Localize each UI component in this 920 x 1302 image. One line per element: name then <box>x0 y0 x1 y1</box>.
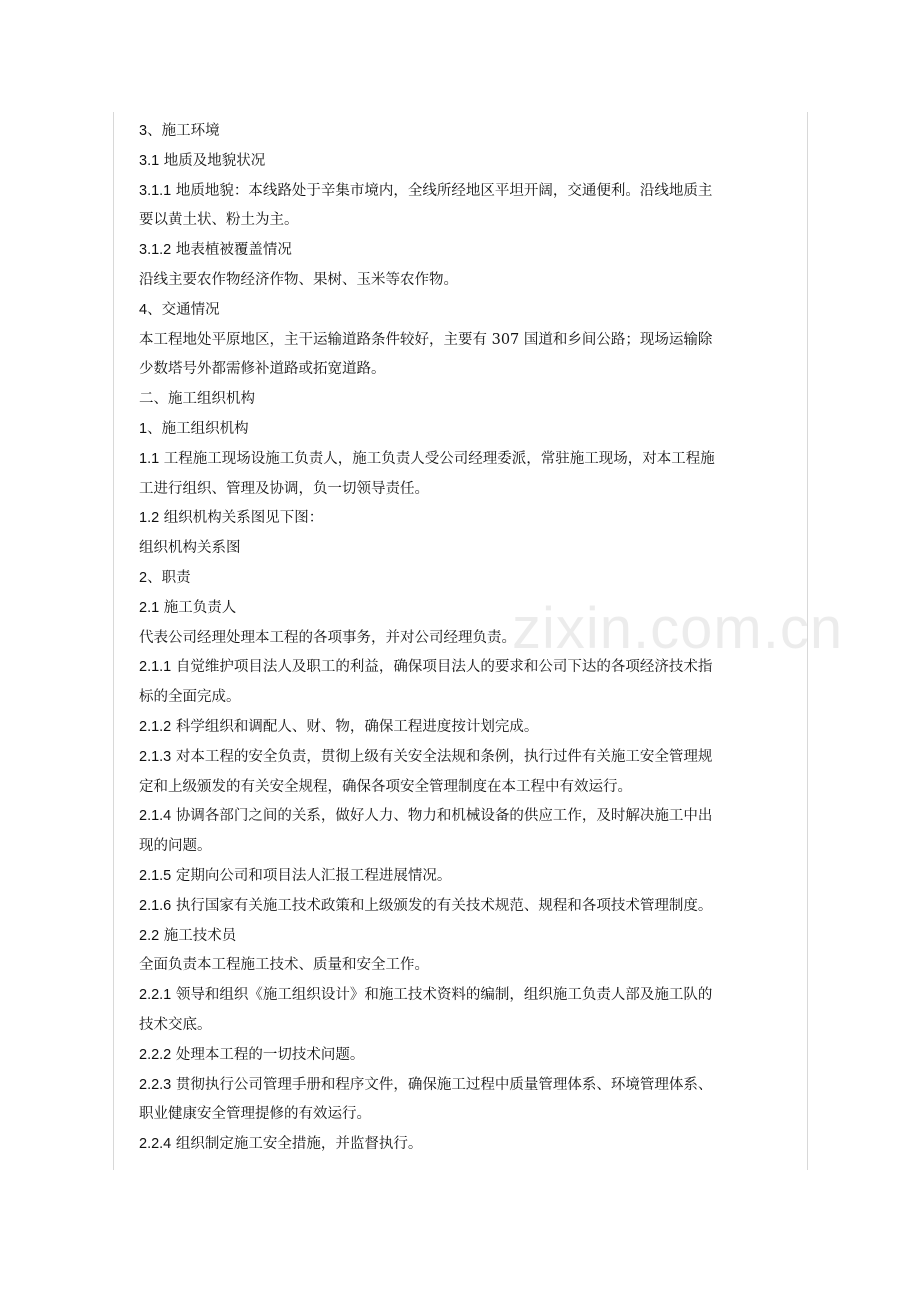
line-text: 组织机构关系图 <box>139 540 241 557</box>
line-text: 领导和组织《施工组织设计》和施工技术资料的编制，组织施工负责人部及施工队的 <box>171 987 713 1004</box>
text-line <box>139 415 789 445</box>
line-text: 职业健康安全管理提修的有效运行。 <box>139 1106 371 1123</box>
text-line <box>139 922 789 952</box>
line-text: 二、施工组织机构 <box>139 391 255 408</box>
line-text: 工程施工现场设施工负责人，施工负责人受公司经理委派，常驻施工现场，对本工程施 <box>159 450 715 467</box>
section-number: 2.1.6 <box>139 897 172 914</box>
text-line <box>139 1071 789 1101</box>
watermark: zixin.com.cn <box>512 596 844 661</box>
text-line <box>139 236 789 266</box>
text-line <box>139 624 789 654</box>
section-number: 2.2 <box>139 927 160 944</box>
line-text: 自觉维护项目法人及职工的利益，确保项目法人的要求和公司下达的各项经济技术指 <box>171 659 713 676</box>
section-number: 2.2.2 <box>139 1046 172 1063</box>
line-text: 要以黄土状、粉土为主。 <box>139 212 299 229</box>
section-number: 4 <box>139 301 148 318</box>
line-text: 现的问题。 <box>139 838 212 855</box>
section-number: 3.1 <box>139 152 160 169</box>
text-line <box>139 713 789 743</box>
line-text: 技术交底。 <box>139 1016 212 1033</box>
line-text: 工进行组织、管理及协调，负一切领导责任。 <box>139 480 429 497</box>
line-text: 组织制定施工安全措施，并监督执行。 <box>171 1136 423 1153</box>
text-line <box>139 177 789 207</box>
line-text: 定和上级颁发的有关安全规程，确保各项安全管理制度在本工程中有效运行。 <box>139 778 632 795</box>
document-body <box>139 117 789 1160</box>
text-line <box>139 743 789 773</box>
text-line <box>139 653 789 683</box>
text-line <box>139 385 789 415</box>
line-text: 、施工环境 <box>147 123 220 139</box>
line-text: 本工程地处平原地区，主干运输道路条件较好，主要有 307 国道和乡间公路；现场运输除 <box>139 331 713 348</box>
text-line <box>139 147 789 177</box>
line-text: 沿线主要农作物经济作物、果树、玉米等农作物。 <box>139 271 458 288</box>
line-text: 代表公司经理处理本工程的各项事务，并对公司经理负责。 <box>139 629 516 646</box>
section-number: 2.1 <box>139 599 160 616</box>
section-number: 1 <box>139 420 148 437</box>
line-text: 、职责 <box>147 569 191 586</box>
line-text: 地表植被覆盖情况 <box>171 242 292 259</box>
text-line <box>139 1041 789 1071</box>
section-number: 2.1.5 <box>139 867 172 884</box>
section-number: 2.1.3 <box>139 748 172 765</box>
text-line <box>139 862 789 892</box>
text-line <box>139 773 789 803</box>
text-line <box>139 1011 789 1041</box>
section-number: 2.2.3 <box>139 1076 172 1093</box>
section-number: 2.2.1 <box>139 987 172 1004</box>
text-line <box>139 326 789 356</box>
text-line <box>139 475 789 505</box>
section-number: 3 <box>139 123 148 139</box>
line-text: 施工技术员 <box>159 927 237 944</box>
line-text: 组织机构关系图见下图： <box>159 510 324 527</box>
line-text: 地质地貌：本线路处于辛集市境内，全线所经地区平坦开阔，交通便利。沿线地质主 <box>171 182 713 199</box>
text-line <box>139 1130 789 1160</box>
section-number: 1.2 <box>139 510 160 527</box>
line-text: 标的全面完成。 <box>139 689 241 706</box>
text-line <box>139 892 789 922</box>
line-text: 对本工程的安全负责，贯彻上级有关安全法规和条例，执行过件有关施工安全管理规 <box>171 748 713 765</box>
line-text: 施工负责人 <box>159 599 237 616</box>
section-number: 3.1.1 <box>139 182 172 199</box>
section-number: 2.1.4 <box>139 808 172 825</box>
line-text: 少数塔号外都需修补道路或拓宽道路。 <box>139 361 386 378</box>
line-text: 全面负责本工程施工技术、质量和安全工作。 <box>139 957 429 974</box>
text-line <box>139 445 789 475</box>
line-text: 定期向公司和项目法人汇报工程进展情况。 <box>171 867 452 884</box>
text-line <box>139 504 789 534</box>
text-line <box>139 1100 789 1130</box>
text-line <box>139 266 789 296</box>
section-number: 3.1.2 <box>139 242 172 259</box>
section-number: 2.1.1 <box>139 659 172 676</box>
text-line <box>139 802 789 832</box>
section-number: 2.1.2 <box>139 718 172 735</box>
text-line <box>139 296 789 326</box>
line-text: 、交通情况 <box>147 301 220 318</box>
text-line <box>139 594 789 624</box>
line-text: 执行国家有关施工技术政策和上级颁发的有关技术规范、规程和各项技术管理制度。 <box>171 897 713 914</box>
text-line <box>139 683 789 713</box>
line-text: 科学组织和调配人、财、物，确保工程进度按计划完成。 <box>171 718 539 735</box>
line-text: 协调各部门之间的关系，做好人力、物力和机械设备的供应工作，及时解决施工中出 <box>171 808 713 825</box>
section-number: 1.1 <box>139 450 160 467</box>
text-line <box>139 534 789 564</box>
text-line <box>139 981 789 1011</box>
text-line <box>139 117 789 147</box>
line-text: 、施工组织机构 <box>147 420 249 437</box>
section-number: 2.2.4 <box>139 1136 172 1153</box>
line-text: 地质及地貌状况 <box>159 152 266 169</box>
text-line <box>139 355 789 385</box>
line-text: 处理本工程的一切技术问题。 <box>171 1046 365 1063</box>
text-line <box>139 832 789 862</box>
text-line <box>139 951 789 981</box>
text-line <box>139 206 789 236</box>
line-text: 贯彻执行公司管理手册和程序文件，确保施工过程中质量管理体系、环境管理体系、 <box>171 1076 713 1093</box>
text-line <box>139 564 789 594</box>
section-number: 2 <box>139 569 148 586</box>
